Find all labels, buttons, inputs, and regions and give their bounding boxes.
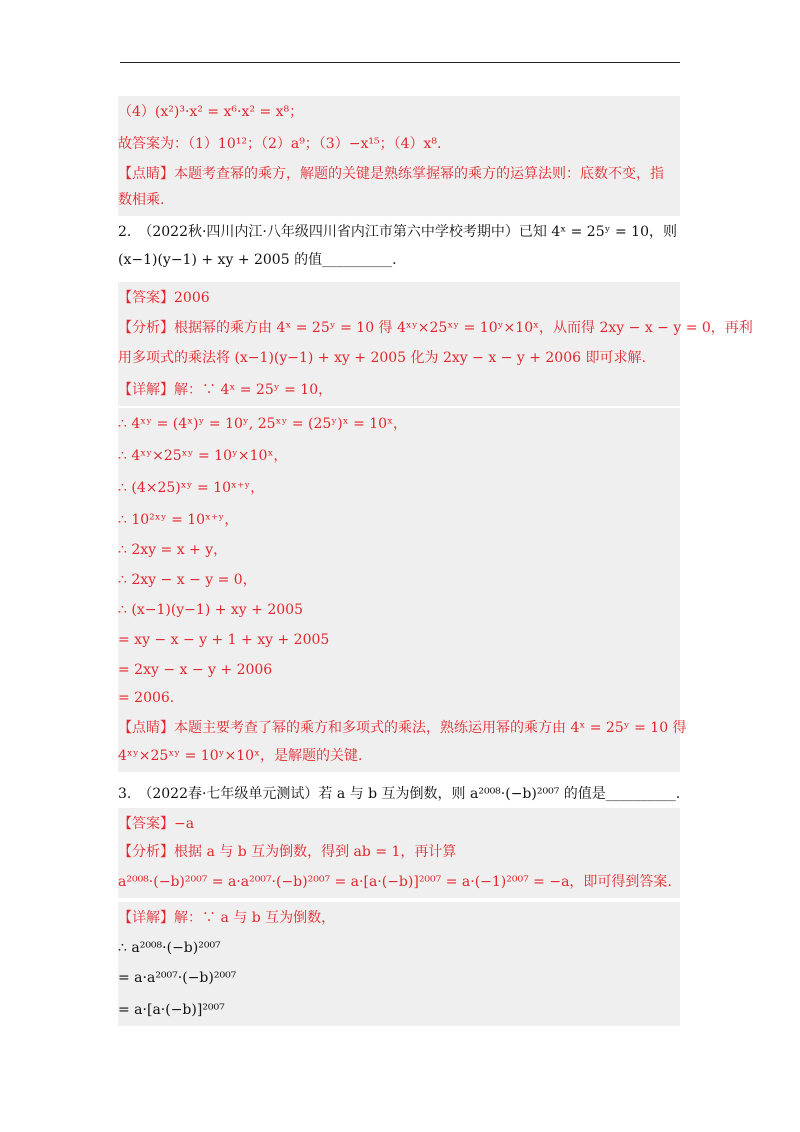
- comment-text: 4ˣʸ×25ˣʸ = 10ʸ×10ˣ，是解题的关键.: [118, 740, 680, 772]
- text-line: （4）(x²)³·x² = x⁶·x² = x⁸；: [118, 96, 680, 128]
- answer-label: 【答案】2006: [118, 282, 680, 314]
- solution-step: ∴ 10²ˣʸ = 10ˣ⁺ʸ，: [118, 504, 680, 536]
- solution-step: = 2006．: [118, 682, 680, 714]
- analysis-text: a²⁰⁰⁸·(−b)²⁰⁰⁷ = a·a²⁰⁰⁷·(−b)²⁰⁰⁷ = a·[a·(−b)]²⁰⁰⁷ = a·(−1)²⁰⁰⁷ = −a，即可得到答案.: [118, 866, 680, 898]
- text-line: 数相乘.: [118, 184, 680, 216]
- solution-step: ∴ 2xy − x − y = 0，: [118, 564, 680, 596]
- question-2-stem: 2. （2022秋·四川内江·八年级四川省内江市第六中学校考期中）已知 4ˣ = 25ʸ = 10，则: [118, 224, 677, 240]
- text-line: 【点睛】本题考查幂的乘方，解题的关键是熟练掌握幂的乘方的运算法则：底数不变，指: [118, 158, 680, 190]
- text-line: 故答案为：（1）10¹²；（2）a⁹；（3）−x¹⁵；（4）x⁸．: [118, 128, 680, 160]
- analysis-text: 【分析】根据 a 与 b 互为倒数，得到 ab = 1，再计算: [118, 836, 680, 868]
- solution-step: 【详解】解：∵ a 与 b 互为倒数，: [118, 902, 680, 934]
- analysis-text: 【分析】根据幂的乘方由 4ˣ = 25ʸ = 10 得 4ˣʸ×25ˣʸ = 10ʸ×10ˣ，从而得 2xy − x − y = 0，再利: [118, 312, 680, 344]
- analysis-text: 用多项式的乘法将 (x−1)(y−1) + xy + 2005 化为 2xy − x − y + 2006 即可求解.: [118, 342, 680, 374]
- question-2-stem: (x−1)(y−1) + xy + 2005 的值__________.: [118, 252, 397, 268]
- solution-step: ∴ 4ˣʸ×25ˣʸ = 10ʸ×10ˣ，: [118, 440, 680, 472]
- question-3-stem: 3. （2022春·七年级单元测试）若 a 与 b 互为倒数，则 a²⁰⁰⁸·(−b)²⁰⁰⁷ 的值是__________.: [118, 786, 681, 802]
- answer-label: 【答案】−a: [118, 808, 680, 840]
- solution-step: 【详解】解：∵ 4ˣ = 25ʸ = 10，: [118, 374, 680, 406]
- solution-step: = a·[a·(−b)]²⁰⁰⁷: [118, 994, 680, 1026]
- solution-step: = xy − x − y + 1 + xy + 2005: [118, 624, 680, 656]
- solution-step: ∴ 2xy = x + y，: [118, 534, 680, 566]
- comment-text: 【点睛】本题主要考查了幂的乘方和多项式的乘法，熟练运用幂的乘方由 4ˣ = 25ʸ = 10 得: [118, 712, 680, 744]
- solution-step: ∴ a²⁰⁰⁸·(−b)²⁰⁰⁷: [118, 932, 680, 964]
- solution-step: ∴ (4×25)ˣʸ = 10ˣ⁺ʸ，: [118, 472, 680, 504]
- solution-step: = a·a²⁰⁰⁷·(−b)²⁰⁰⁷: [118, 962, 680, 994]
- solution-step: ∴ (x−1)(y−1) + xy + 2005: [118, 594, 680, 626]
- solution-step: = 2xy − x − y + 2006: [118, 654, 680, 686]
- solution-step: ∴ 4ˣʸ = (4ˣ)ʸ = 10ʸ, 25ˣʸ = (25ʸ)ˣ = 10ˣ，: [118, 408, 680, 440]
- header-rule: [120, 62, 680, 63]
